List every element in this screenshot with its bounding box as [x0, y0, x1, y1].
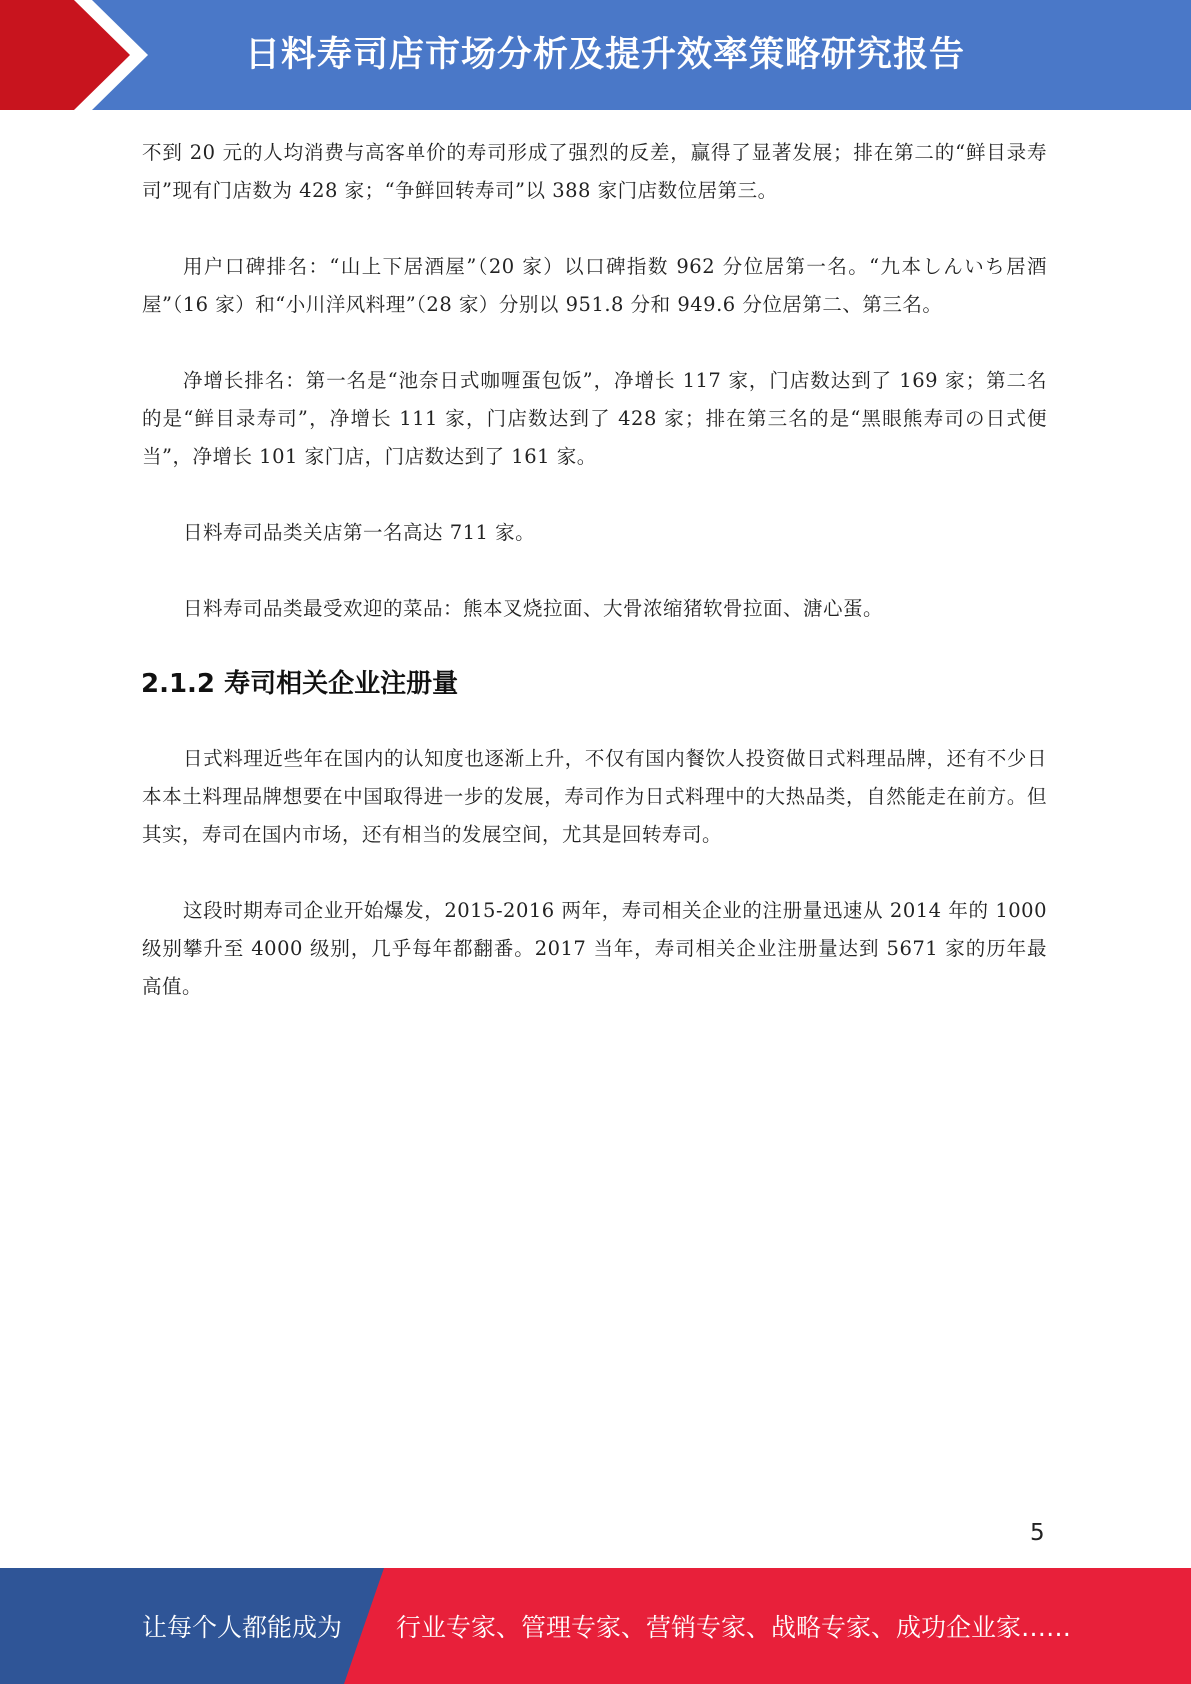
- section-heading: 2.1.2 寿司相关企业注册量: [141, 669, 459, 699]
- paragraph-6: 日式料理近些年在国内的认知度也逐渐上升，不仅有国内餐饮人投资做日式料理品牌，还有不少日本本土料理品牌想要在中国取得进一步的发展，寿司作为日式料理中的大热品类，自然能走在前方。但其实，寿司在国内市场，还有相当的发展空间，尤其是回转寿司。: [142, 747, 1047, 846]
- page-footer: [0, 1568, 1191, 1684]
- paragraph-4: 日料寿司品类关店第一名高达 711 家。: [183, 521, 536, 544]
- page-number: 5: [1030, 1520, 1045, 1546]
- footer-slogan-left: 让每个人都能成为: [142, 1613, 343, 1642]
- paragraph-1: 不到 20 元的人均消费与高客单价的寿司形成了强烈的反差，赢得了显著发展；排在第二的“鲜目录寿司”现有门店数为 428 家；“争鲜回转寿司”以 388 家门店数位居第三。: [142, 141, 1047, 202]
- paragraph-5: 日料寿司品类最受欢迎的菜品：熊本叉烧拉面、大骨浓缩猪软骨拉面、溏心蛋。: [183, 597, 884, 620]
- page-content: [142, 134, 1047, 1044]
- paragraph-3: 净增长排名：第一名是“池奈日式咖喱蛋包饭”，净增长 117 家，门店数达到了 169 家；第二名的是“鲜目录寿司”，净增长 111 家，门店数达到了 428 家；排在第三名的是“黑眼熊寿司の日式便当”，净增长 101 家门店，门店数达到了 161 家。: [142, 369, 1047, 468]
- page-header: [0, 0, 1191, 110]
- footer-slogan-right: 行业专家、管理专家、营销专家、战略专家、成功企业家……: [396, 1613, 1072, 1642]
- paragraph-7: 这段时期寿司企业开始爆发，2015-2016 两年，寿司相关企业的注册量迅速从 2014 年的 1000 级别攀升至 4000 级别，几乎每年都翻番。2017 当年，寿司相关企业注册量达到 5671 家的历年最高值。: [142, 899, 1047, 998]
- paragraph-2: 用户口碑排名：“山上下居酒屋”（20 家）以口碑指数 962 分位居第一名。“九本しんいち居酒屋”（16 家）和“小川洋风料理”（28 家）分别以 951.8 分和 949.6 分位居第二、第三名。: [142, 255, 1047, 316]
- report-title: 日料寿司店市场分析及提升效率策略研究报告: [244, 35, 965, 75]
